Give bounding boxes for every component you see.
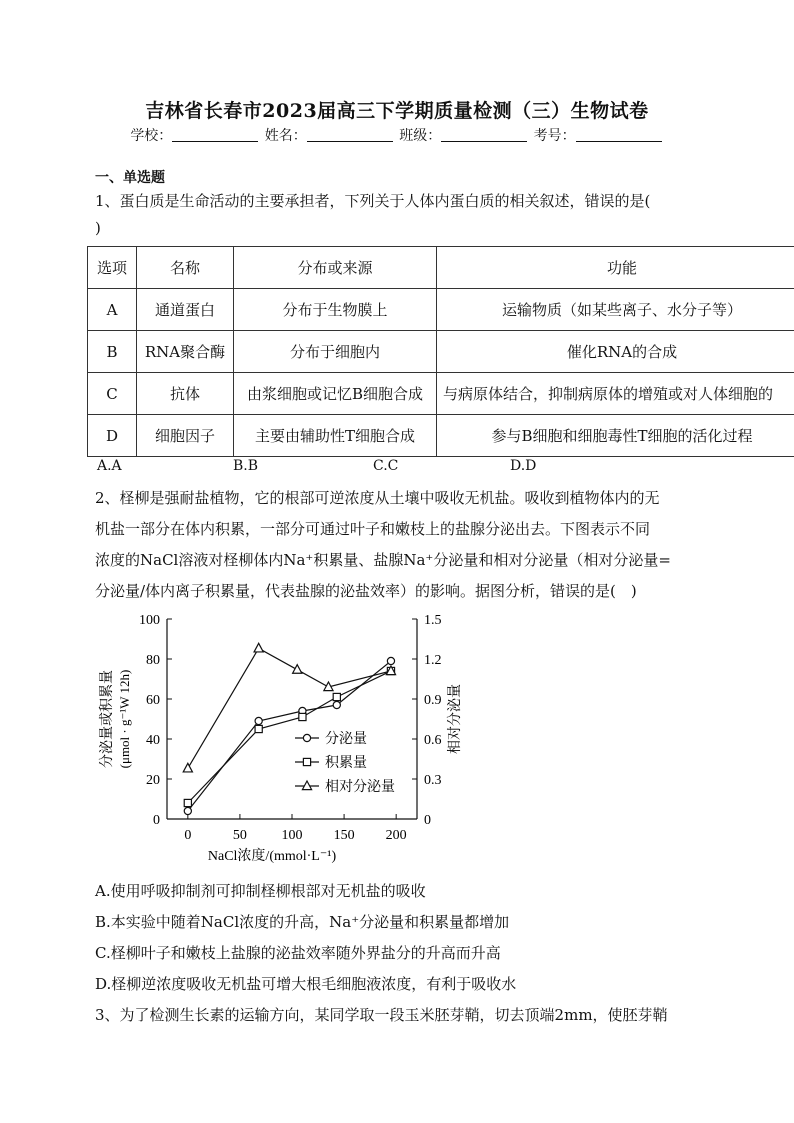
legend-marker [303,734,310,741]
q3-stem-line-1: 3、为了检测生长素的运输方向，某同学取一段玉米胚芽鞘，切去顶端2mm，使胚芽鞘 [95,1006,668,1024]
legend-marker [302,781,311,790]
data-point-square [333,693,340,700]
data-point-triangle [254,643,263,652]
right-axis-label: 相对分泌量 [448,684,463,754]
left-tick-label: 40 [146,733,160,748]
table-cell: RNA聚合酶 [137,331,234,373]
school-blank[interactable] [172,127,258,142]
q2-choice-b[interactable]: B.本实验中随着NaCl浓度的升高，Na⁺分泌量和积累量都增加 [95,913,510,931]
data-point-circle [387,657,394,664]
q2-chart [95,605,475,874]
table-header-cell: 功能 [437,247,794,289]
q1-stem-line-2: ) [95,219,101,237]
table-row [88,373,794,415]
left-tick-label: 100 [139,613,160,628]
q1-option-a[interactable]: A.A [97,458,122,474]
series-line-2 [188,648,391,768]
table-cell: 参与B细胞和细胞毒性T细胞的活化过程 [437,415,794,457]
q2-stem-line-2: 机盐一部分在体内积累，一部分可通过叶子和嫩枝上的盐腺分泌出去。下图表示不同 [95,520,651,538]
right-tick-label: 0.3 [424,773,442,788]
class-blank[interactable] [441,127,527,142]
table-cell: D [88,415,137,457]
number-blank[interactable] [576,127,662,142]
q1-option-c[interactable]: C.C [373,458,399,474]
table-row [88,415,794,457]
q2-chart-svg [95,605,475,870]
table-cell: 由浆细胞或记忆B细胞合成 [234,373,437,415]
name-label: 姓名： [264,128,307,144]
data-point-square [184,799,191,806]
data-point-circle [184,807,191,814]
legend-label: 积累量 [325,756,367,771]
left-tick-label: 80 [146,653,160,668]
x-tick-label: 0 [184,828,192,843]
table-cell: B [88,331,137,373]
x-axis-label: NaCl浓度/(mmol·L⁻¹) [207,849,337,864]
table-cell: 与病原体结合，抑制病原体的增殖或对人体细胞的 [437,373,794,415]
table-cell: 细胞因子 [137,415,234,457]
data-point-square [255,725,262,732]
legend-marker [303,758,310,765]
table-cell: 分布于细胞内 [234,331,437,373]
data-point-circle [333,701,340,708]
left-tick-label: 20 [146,773,160,788]
q1-option-b[interactable]: B.B [233,458,259,474]
table-header-cell: 选项 [88,247,137,289]
q1-table [87,246,794,457]
q2-choice-d[interactable]: D.柽柳逆浓度吸收无机盐可增大根毛细胞液浓度，有利于吸收水 [95,975,517,993]
table-row [88,331,794,373]
table-header-cell: 分布或来源 [234,247,437,289]
q2-stem-line-4: 分泌量/体内离子积累量，代表盐腺的泌盐效率）的影响。据图分析，错误的是( ) [95,582,637,600]
name-blank[interactable] [307,127,393,142]
table-cell: 抗体 [137,373,234,415]
page-title: 吉林省长春市2023届高三下学期质量检测（三）生物试卷 [145,100,649,122]
data-point-square [299,713,306,720]
x-tick-label: 100 [281,828,303,843]
x-tick-label: 200 [385,828,407,843]
q1-stem-line-1: 1、蛋白质是生命活动的主要承担者，下列关于人体内蛋白质的相关叙述，错误的是( [95,192,651,210]
student-info-row [0,125,794,145]
left-tick-label: 60 [146,693,160,708]
table-cell: C [88,373,137,415]
table-cell: 运输物质（如某些离子、水分子等） [437,289,794,331]
x-tick-label: 50 [232,828,247,843]
q2-stem-line-3: 浓度的NaCl溶液对柽柳体内Na⁺积累量、盐腺Na⁺分泌量和相对分泌量（相对分泌量= [95,551,671,569]
left-axis-unit-label: (μmol · g⁻¹W 12h) [117,669,132,769]
table-header-row [88,247,794,289]
left-tick-label: 0 [153,813,160,828]
table-cell: A [88,289,137,331]
right-tick-label: 1.5 [424,613,442,628]
q1-option-d[interactable]: D.D [510,458,537,474]
number-label: 考号： [533,128,576,144]
q2-choice-c[interactable]: C.柽柳叶子和嫩枝上盐腺的泌盐效率随外界盐分的升高而升高 [95,944,501,962]
data-point-triangle [293,665,302,674]
legend-label: 分泌量 [325,732,367,747]
data-point-circle [255,717,262,724]
right-tick-label: 0.9 [424,693,442,708]
q2-choice-a[interactable]: A.使用呼吸抑制剂可抑制柽柳根部对无机盐的吸收 [95,882,426,900]
right-tick-label: 0.6 [424,733,442,748]
legend-label: 相对分泌量 [325,780,395,795]
table-row [88,289,794,331]
left-axis-label: 分泌量或积累量 [100,670,115,768]
table-cell: 催化RNA的合成 [437,331,794,373]
table-cell: 分布于生物膜上 [234,289,437,331]
q2-stem-line-1: 2、柽柳是强耐盐植物，它的根部可逆浓度从土壤中吸收无机盐。吸收到植物体内的无 [95,489,660,507]
right-tick-label: 0 [424,813,431,828]
school-label: 学校： [130,128,173,144]
table-header-cell: 名称 [137,247,234,289]
class-label: 班级： [399,128,442,144]
table-cell: 主要由辅助性T细胞合成 [234,415,437,457]
x-tick-label: 150 [333,828,355,843]
section-heading: 一、单选题 [95,170,165,186]
right-tick-label: 1.2 [424,653,442,668]
data-point-triangle [183,763,192,772]
table-cell: 通道蛋白 [137,289,234,331]
